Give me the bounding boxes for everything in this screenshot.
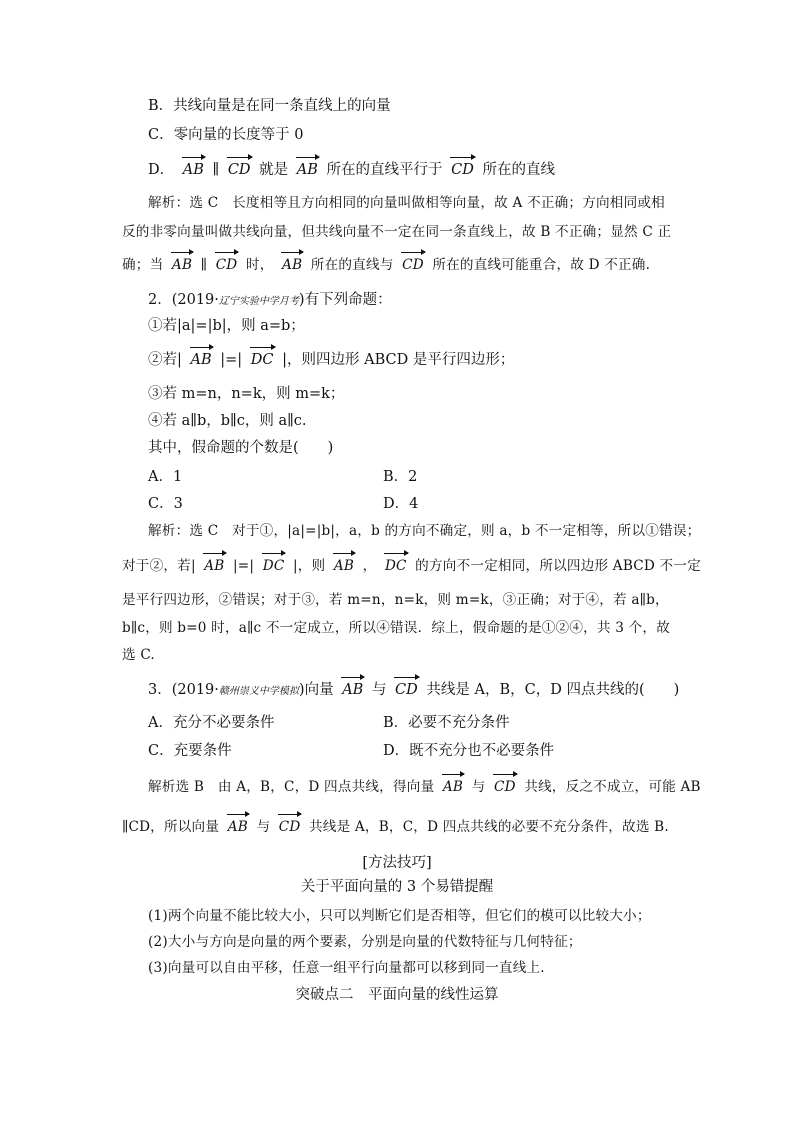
q2-proposition-1: ①若|a|=|b|，则 a=b； — [148, 318, 305, 334]
vector-ab: AB — [227, 819, 248, 835]
text: D． — [148, 162, 175, 178]
vector-ab: AB — [333, 558, 355, 574]
q1-solution-line-3 — [122, 255, 650, 275]
text: 共线是 A，B，C，D 四点共线的( ) — [426, 682, 680, 698]
vector-ab: AB — [296, 162, 318, 178]
tip-2: (2)大小与方向是向量的两个要素，分别是向量的代数特征与几何特征； — [148, 934, 582, 950]
section-title: 突破点二 平面向量的线性运算 — [295, 987, 499, 1003]
q3-heading — [148, 680, 679, 702]
text: |=| — [233, 558, 255, 574]
text: 共线是 A，B，C，D 四点共线的必要不充分条件，故选 B. — [309, 819, 669, 835]
text: 的方向不一定相同，所以四边形 ABCD 不一定 — [415, 558, 701, 574]
q3-option-c: C．充要条件 — [148, 743, 232, 759]
tip-1: (1)两个向量不能比较大小，只可以判断它们是否相等，但它们的模可以比较大小； — [148, 908, 651, 924]
vector-ab: AB — [204, 558, 225, 574]
q2-solution-line-1: 解析：选 C 对于①，|a|=|b|，a，b 的方向不确定，则 a，b 不一定相等，所以①错误； — [148, 523, 701, 539]
q2-proposition-2 — [148, 350, 514, 370]
tips-label: [方法技巧] — [362, 855, 432, 871]
vector-cd: CD — [278, 819, 301, 835]
vector-dc: DC — [250, 352, 274, 368]
text: 时， — [245, 257, 274, 273]
q2-option-a: A．1 — [148, 469, 183, 485]
vector-cd: CD — [215, 257, 238, 273]
q2-heading — [148, 290, 392, 312]
q2-proposition-4: ④若 a∥b，b∥c，则 a∥c. — [148, 413, 307, 429]
text: 对于②，若| — [122, 558, 196, 574]
vector-ab: AB — [282, 257, 303, 273]
text: |，则 — [292, 558, 326, 574]
q1-option-b: B．共线向量是在同一条直线上的向量 — [148, 98, 391, 114]
q3-solution-line-2 — [122, 817, 669, 837]
text: ∥ — [200, 257, 208, 273]
q2-solution-line-3: 是平行四边形，②错误；对于③，若 m=n，n=k，则 m=k，③正确；对于④，若 a∥b， — [122, 592, 669, 608]
vector-cd: CD — [493, 779, 516, 795]
vector-cd: CD — [395, 682, 418, 698]
tips-title: 关于平面向量的 3 个易错提醒 — [300, 879, 494, 895]
text: ∥CD，所以向量 — [122, 819, 220, 835]
q3-option-b: B．必要不充分条件 — [383, 715, 510, 731]
text: )向量 — [298, 682, 334, 698]
text: |=| — [220, 352, 243, 368]
text: )有下列命题： — [298, 292, 392, 308]
text: 所在的直线与 — [310, 257, 394, 273]
tip-3: (3)向量可以自由平移，任意一组平行向量都可以移到同一直线上. — [148, 960, 545, 976]
vector-ab: AB — [190, 352, 212, 368]
vector-cd: CD — [227, 162, 251, 178]
vector-ab: AB — [171, 257, 193, 273]
q2-proposition-3: ③若 m=n，n=k，则 m=k； — [148, 386, 345, 402]
q2-solution-line-4: b∥c，则 b=0 时，a∥c 不一定成立，所以④错误．综上，假命题的是①②④，共 3 个，故 — [122, 620, 670, 636]
text: 2．(2019· — [148, 292, 219, 308]
q3-option-a: A．充分不必要条件 — [148, 715, 275, 731]
text: ②若| — [148, 352, 182, 368]
text: 与 — [471, 779, 486, 795]
text: 所在的直线平行于 — [326, 162, 443, 178]
q1-solution-line-2: 反的非零向量叫做共线向量，但共线向量不一定在同一条直线上，故 B 不正确；显然 C 正 — [122, 224, 672, 240]
vector-dc: DC — [384, 558, 407, 574]
q1-option-d — [148, 160, 555, 180]
vector-ab: AB — [182, 162, 204, 178]
text: ， — [362, 558, 377, 574]
q3-solution-line-1 — [148, 777, 701, 797]
q1-option-c: C．零向量的长度等于 0 — [148, 127, 304, 143]
vector-ab: AB — [442, 779, 464, 795]
q2-question: 其中，假命题的个数是( ) — [148, 440, 334, 456]
text: 所在的直线可能重合，故 D 不正确. — [432, 257, 651, 273]
text: 解析选 B 由 A，B，C，D 四点共线，得向量 — [148, 779, 435, 795]
text: 3．(2019· — [148, 682, 219, 698]
vector-cd: CD — [451, 162, 474, 178]
vector-dc: DC — [262, 558, 285, 574]
q2-solution-line-5: 选 C. — [122, 647, 155, 663]
text: 所在的直线 — [482, 162, 555, 178]
text: 与 — [256, 819, 271, 835]
q1-solution-line-1: 解析：选 C 长度相等且方向相同的向量叫做相等向量，故 A 不正确；方向相同或相 — [148, 195, 665, 211]
q2-option-c: C．3 — [148, 496, 183, 512]
vector-cd: CD — [402, 257, 424, 273]
text: 就是 — [259, 162, 289, 178]
source-name: 赣州崇义中学模拟 — [218, 686, 299, 697]
q2-solution-line-2 — [122, 556, 701, 576]
text: 共线，反之不成立，可能 AB — [524, 779, 701, 795]
text: |，则四边形 ABCD 是平行四边形； — [282, 352, 515, 368]
text: 确；当 — [122, 257, 164, 273]
q2-option-b: B．2 — [383, 469, 418, 485]
vector-ab: AB — [342, 682, 364, 698]
q3-option-d: D．既不充分也不必要条件 — [383, 743, 555, 759]
q2-option-d: D．4 — [383, 496, 419, 512]
text: 与 — [371, 682, 387, 698]
text: ∥ — [212, 162, 220, 178]
source-name: 辽宁实验中学月考 — [218, 296, 299, 307]
